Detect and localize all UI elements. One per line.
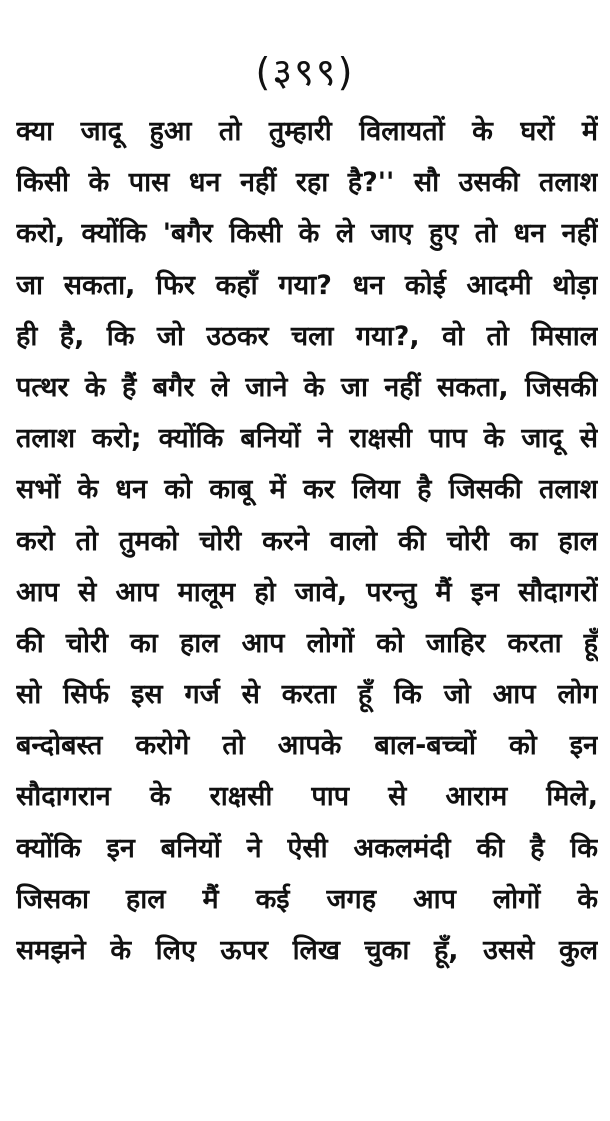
text-line: की चोरी का हाल आप लोगों को जाहिर करता हूँ [16, 627, 598, 659]
text-line: समझने के लिए ऊपर लिख चुका हूँ, उससे कुल [16, 935, 598, 966]
text-line: करो, क्योंकि 'बगैर किसी के ले जाए हुए तो धन नहीं [16, 218, 598, 250]
body-text [16, 106, 598, 976]
text-line: क्या जादू हुआ तो तुम्हारी विलायतों के घरों में [16, 116, 598, 147]
text-line: जिसका हाल मैं कई जगह आप लोगों के [16, 883, 598, 915]
text-line: सभों के धन को काबू में कर लिया है जिसकी तलाश [16, 474, 598, 506]
page-number: (३९९) [255, 50, 355, 94]
text-line: सो सिर्फ इस गर्ज से करता हूँ कि जो आप लोग [16, 679, 598, 711]
text-line: ही है, कि जो उठकर चला गया?, वो तो मिसाल [16, 320, 598, 352]
text-line: करो तो तुमको चोरी करने वालो की चोरी का हाल [16, 525, 598, 557]
text-line: पत्थर के हैं बगैर ले जाने के जा नहीं सकता, जिसकी [16, 371, 598, 403]
text-line: तलाश करो; क्योंकि बनियों ने राक्षसी पाप के जादू से [16, 423, 598, 455]
text-line: क्योंकि इन बनियों ने ऐसी अकलमंदी की है कि [16, 832, 598, 864]
text-line: सौदागरान के राक्षसी पाप से आराम मिले, [16, 781, 598, 813]
text-line: जा सकता, फिर कहाँ गया? धन कोई आदमी थोड़ा [16, 269, 598, 301]
text-line: बन्दोबस्त करोगे तो आपके बाल-बच्चों को इन [16, 730, 598, 762]
text-line: किसी के पास धन नहीं रहा है?'' सौ उसकी तलाश [16, 167, 598, 199]
text-line: आप से आप मालूम हो जावे, परन्तु मैं इन सौदागरों [16, 576, 598, 608]
